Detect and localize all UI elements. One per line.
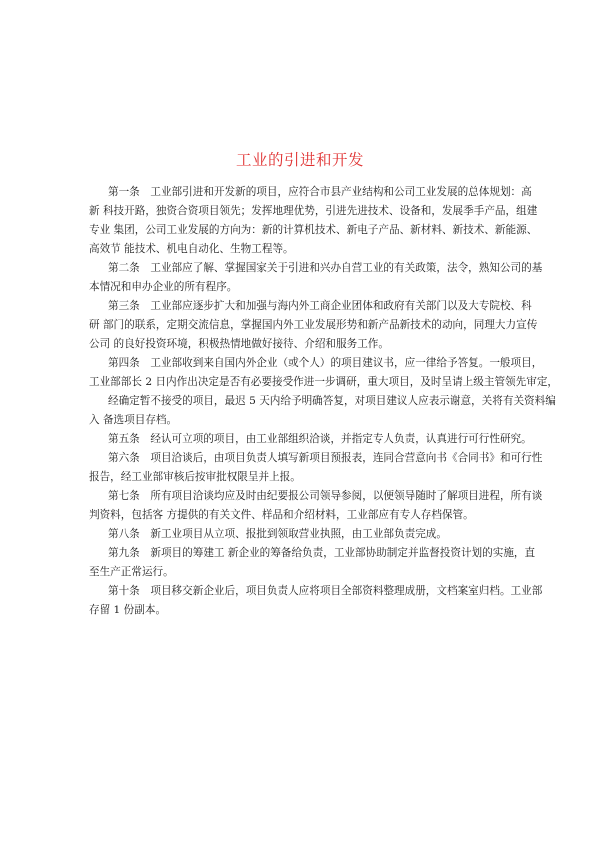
text-line: 研 部门的联系，定期交流信息，掌握国内外工业发展形势和新产品新技术的动向，同理大力宣传	[89, 319, 538, 331]
text-line: 高效节 能技术、机电自动化、生物工程等。	[89, 243, 294, 255]
text-line: 判资料，包括客 方提供的有关文件、样品和介绍材料，工业部应有专人存档保管。	[89, 509, 474, 521]
text-line: 经确定暂不接受的项目，最迟 5 天内给予明确答复，对项目建议人应表示谢意，关将有关资料编	[108, 395, 556, 407]
text-line: 第九条 新项目的筹建工 新企业的筹备给负责，工业部协助制定并监督投资计划的实施，直	[108, 547, 536, 559]
text-line: 工业部部长 2 日内作出决定是否有必要接受作进一步调研，重大项目，及时呈请上级主管领先审定，	[89, 376, 559, 388]
text-line: 第二条 工业部应了解、掌握国家关于引进和兴办自营工业的有关政策，法令，熟知公司的基	[108, 262, 543, 274]
text-line: 第十条 项目移交新企业后，项目负责人应将项目全部资料整理成册，文档案室归档。工业部	[108, 585, 543, 597]
text-line: 至生产正常运行。	[89, 566, 174, 578]
text-line: 第八条 新工业项目从立项、报批到领取营业执照，由工业部负责完成。	[108, 528, 447, 540]
text-line: 专业 集团，公司工业发展的方向为：新的计算机技术、新电子产品、新材料、新技术、新能源、	[89, 224, 538, 236]
text-line: 第五条 经认可立项的项目，由工业部组织洽谈，并指定专人负责，认真进行可行性研究。	[108, 433, 532, 445]
text-line: 公司 的良好投资环境，积极热情地做好接待、介绍和服务工作。	[89, 338, 389, 350]
text-line: 报告，经工业部审核后按审批权限呈并上报。	[89, 471, 301, 483]
text-line: 入 备选项目存档。	[89, 414, 178, 426]
text-line: 第一条 工业部引进和开发新的项目，应符合市县产业结构和公司工业发展的总体规划：高	[108, 186, 532, 198]
text-line: 本情况和申办企业的所有程序。	[89, 281, 238, 293]
document-body	[89, 183, 559, 620]
text-line: 新 科技开路，独资合资项目领先；发挥地理优势，引进先进技术、设备和，发展季手产品，组建	[89, 205, 538, 217]
text-line: 第六条 项目洽谈后，由项目负责人填写新项目预报表，连同合营意向书《合同书》和可行性	[108, 452, 543, 464]
document-title: 工业的引进和开发	[235, 151, 364, 169]
text-line: 第四条 工业部收到来自国内外企业（或个人）的项目建议书，应一律给予答复。一般项目，	[108, 357, 543, 369]
text-line: 存留 1 份副本。	[89, 604, 167, 616]
text-line: 第三条 工业部应逐步扩大和加强与海内外工商企业团体和政府有关部门以及大专院校、科	[108, 300, 532, 312]
text-line: 第七条 所有项目洽谈均应及时由纪要报公司领导参阅，以便领导随时了解项目进程，所有谈	[108, 490, 543, 502]
